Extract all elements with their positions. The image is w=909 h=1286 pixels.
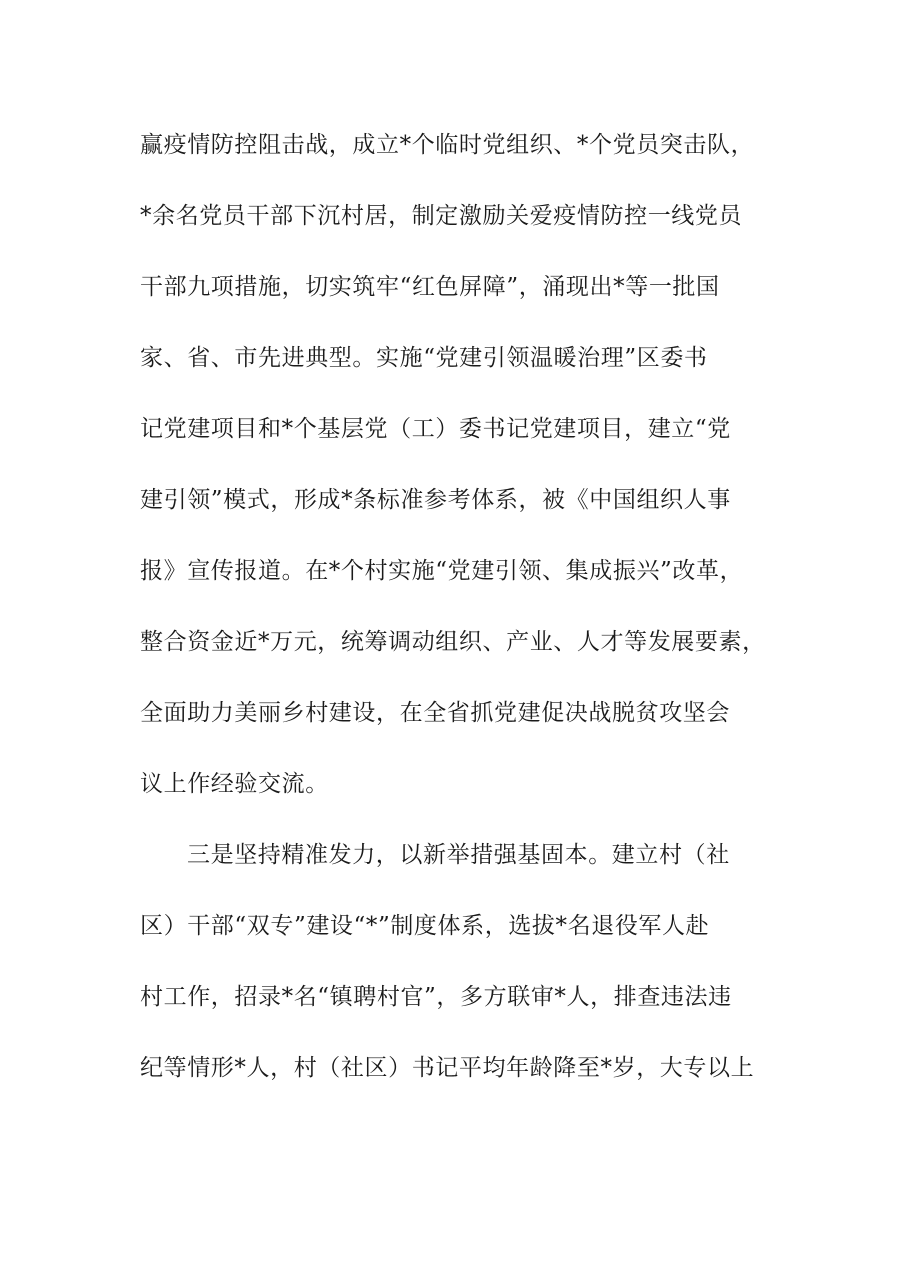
paragraph-1-line: 家、省、市先进典型。实施“党建引领温暖治理”区委书 — [140, 345, 708, 371]
paragraph-1-line: 整合资金近*万元，统筹调动组织、产业、人才等发展要素， — [140, 629, 766, 655]
document-body — [140, 122, 780, 1116]
paragraph-1-line: 建引领”模式，形成*条标准参考体系，被《中国组织人事 — [140, 487, 731, 513]
paragraph-1-line: 议上作经验交流。 — [140, 771, 329, 797]
paragraph-2 — [140, 832, 780, 1092]
paragraph-1-line: 报》宣传报道。在*个村实施“党建引领、集成振兴”改革， — [140, 558, 744, 584]
paragraph-1-line: 赢疫情防控阻击战，成立*个临时党组织、*个党员突击队， — [140, 132, 755, 158]
paragraph-1-line: *余名党员干部下沉村居，制定激励关爱疫情防控一线党员 — [140, 203, 743, 229]
paragraph-1-line: 干部九项措施，切实筑牢“红色屏障”，涌现出*等一批国 — [140, 274, 720, 300]
paragraph-1 — [140, 122, 780, 808]
paragraph-2-line: 三是坚持精准发力，以新举措强基固本。建立村（社 — [187, 842, 730, 868]
paragraph-1-line: 全面助力美丽乡村建设，在全省抓党建促决战脱贫攻坚会 — [140, 700, 730, 726]
paragraph-2-line: 村工作，招录*名“镇聘村官”，多方联审*人，排查违法违 — [140, 984, 732, 1010]
paragraph-1-line: 记党建项目和*个基层党（工）委书记党建项目，建立“党 — [140, 416, 731, 442]
paragraph-2-line: 区）干部“双专”建设“*”制度体系，选拔*名退役军人赴 — [140, 913, 710, 939]
paragraph-2-line: 纪等情形*人，村（社区）书记平均年龄降至*岁，大专以上 — [140, 1055, 755, 1081]
